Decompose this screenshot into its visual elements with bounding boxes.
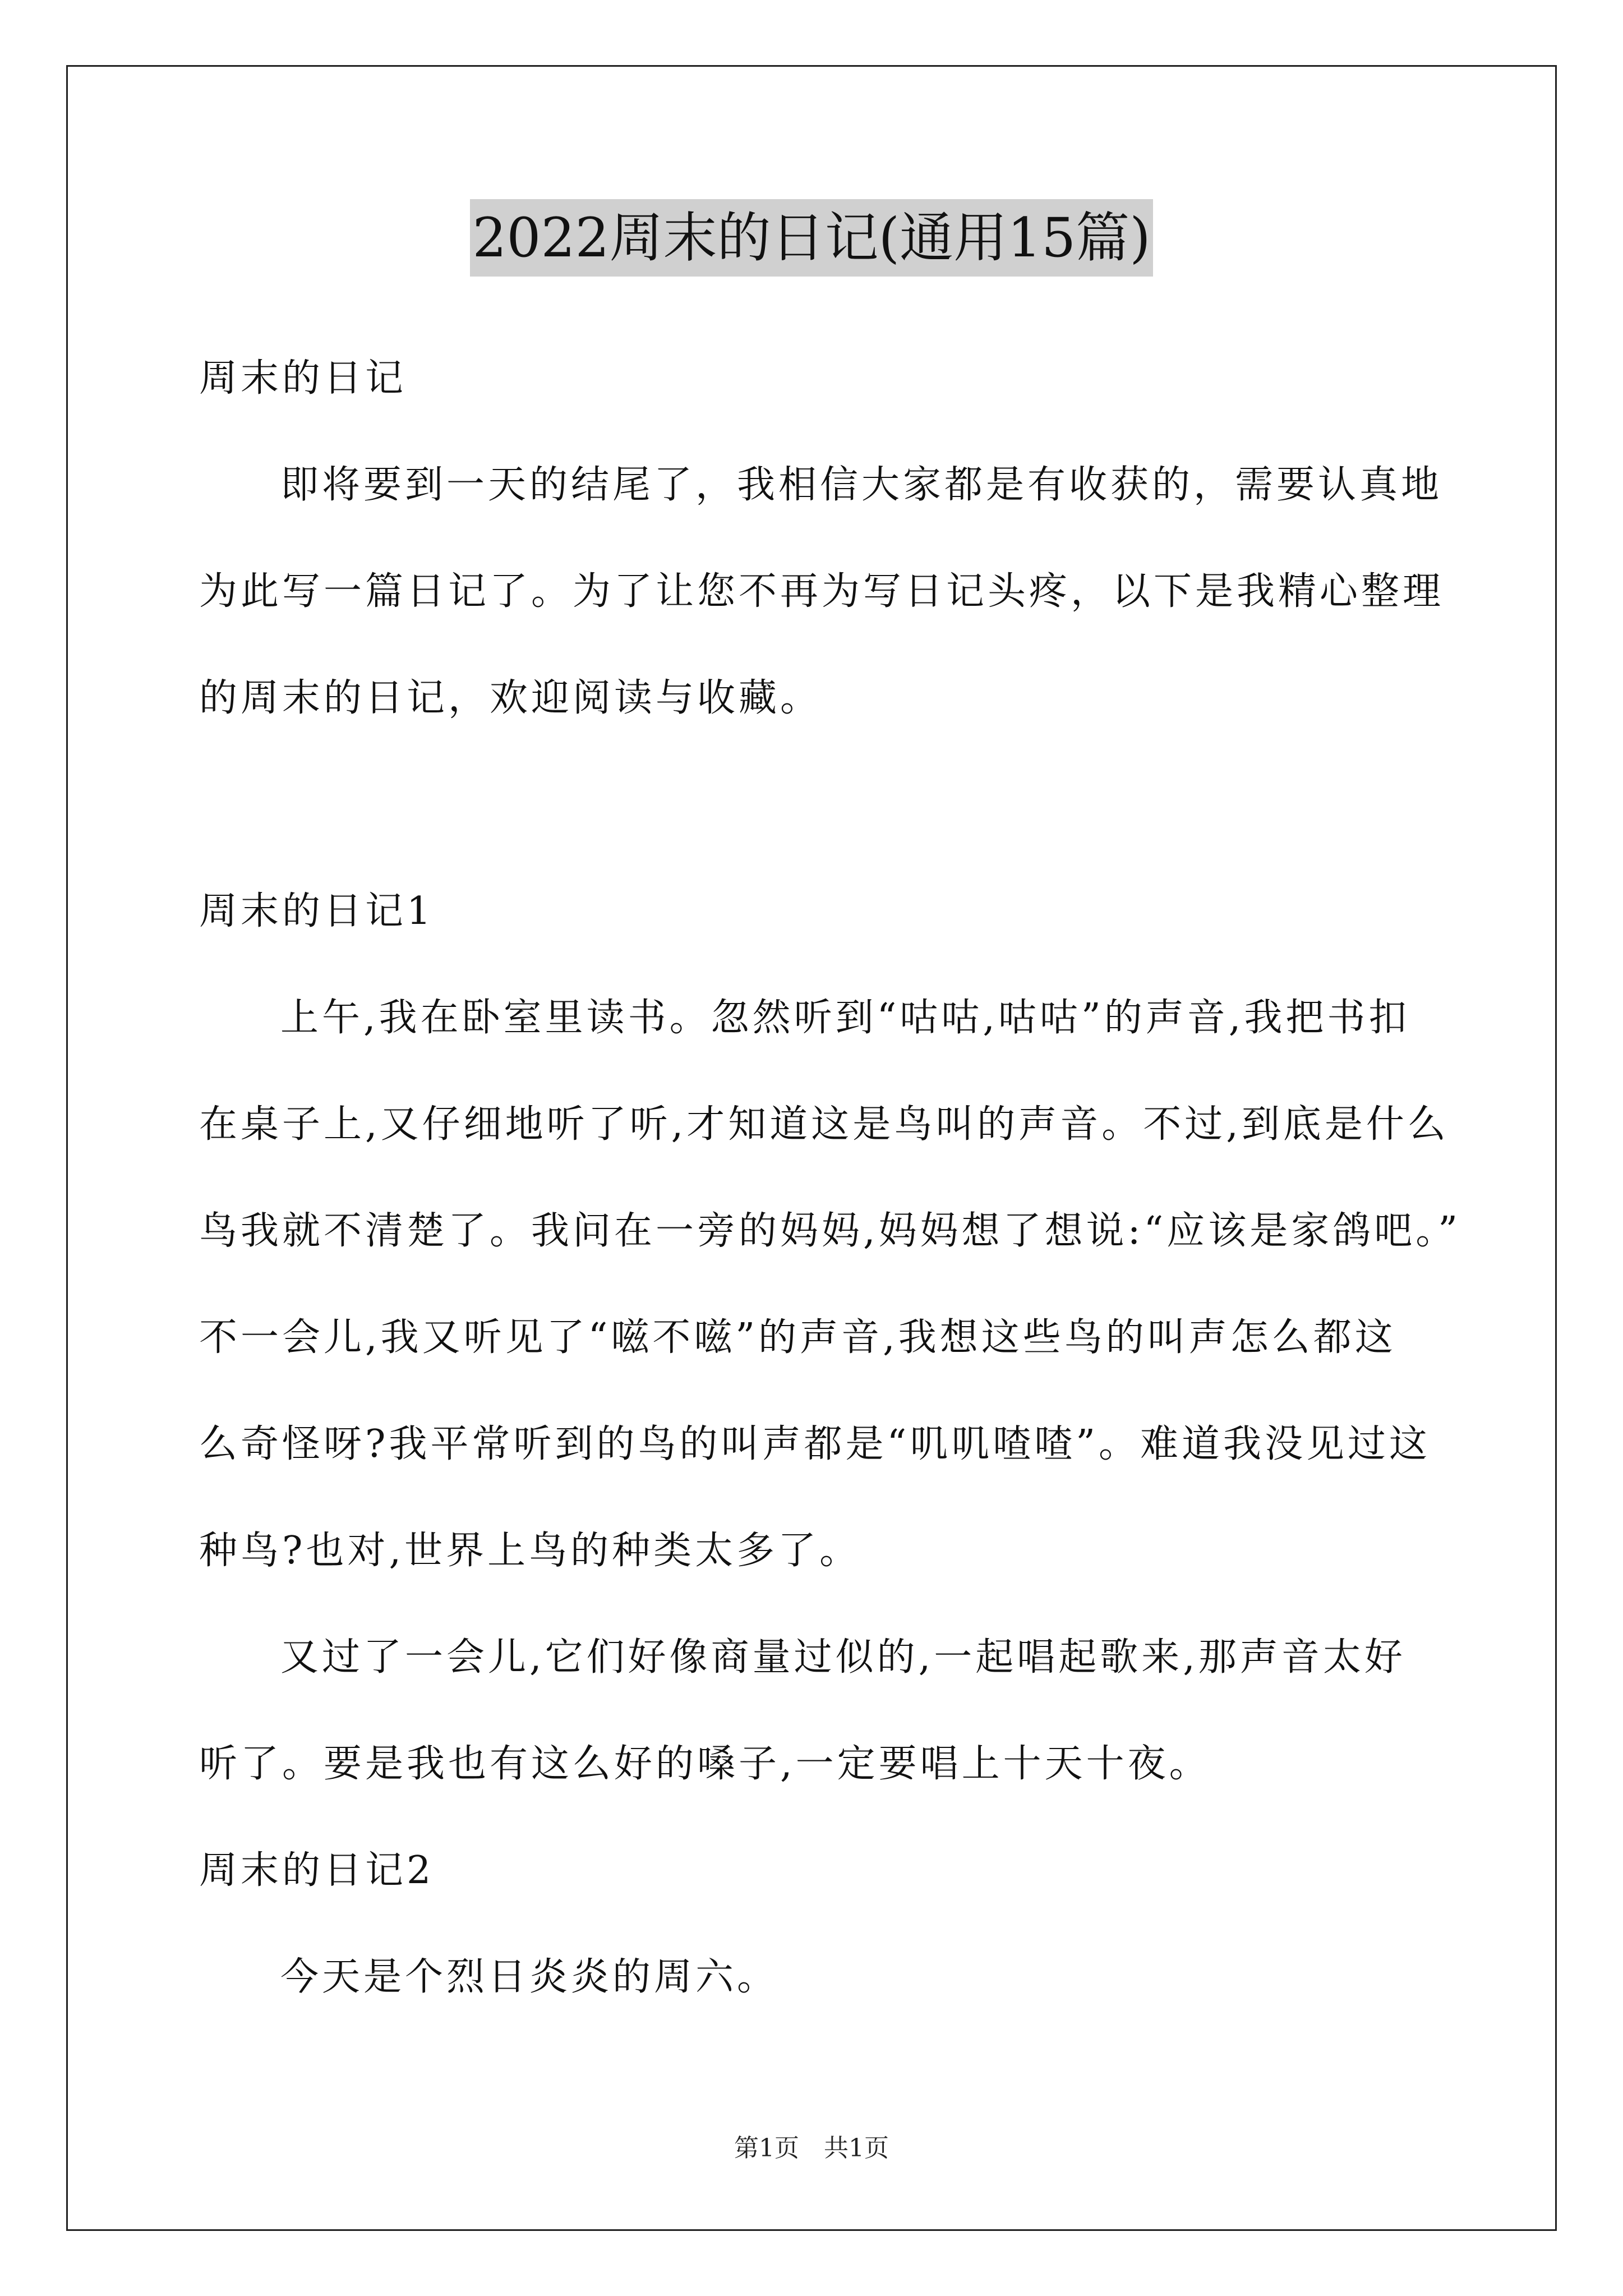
intro-heading: 周末的日记 — [199, 356, 407, 401]
diary2-line: 今天是个烈日炎炎的周六。 — [280, 1955, 779, 1999]
intro-line: 的周末的日记，欢迎阅读与收藏。 — [199, 676, 822, 720]
document-title: 2022周末的日记(通用15篇) — [470, 199, 1152, 277]
diary1-heading: 周末的日记1 — [199, 889, 435, 933]
diary2-heading: 周末的日记2 — [199, 1848, 435, 1893]
diary1-line: 在桌子上,又仔细地听了听,才知道这是鸟叫的声音。不过,到底是什么 — [199, 1102, 1449, 1147]
diary1-line: 不一会儿,我又听见了“嗞不嗞”的声音,我想这些鸟的叫声怎么都这 — [199, 1315, 1396, 1360]
diary1-line: 又过了一会儿,它们好像商量过似的,一起唱起歌来,那声音太好 — [280, 1635, 1406, 1680]
intro-line: 即将要到一天的结尾了，我相信大家都是有收获的，需要认真地 — [280, 463, 1443, 507]
diary1-line: 鸟我就不清楚了。我问在一旁的妈妈,妈妈想了想说:“应该是家鸽吧。” — [199, 1209, 1461, 1253]
diary1-line: 么奇怪呀?我平常听到的鸟的叫声都是“叽叽喳喳”。难道我没见过这 — [199, 1422, 1431, 1466]
intro-line: 为此写一篇日记了。为了让您不再为写日记头疼，以下是我精心整理 — [199, 569, 1445, 614]
diary1-line: 种鸟?也对,世界上鸟的种类太多了。 — [199, 1529, 861, 1573]
title-container — [0, 199, 1623, 277]
diary1-line: 听了。要是我也有这么好的嗓子,一定要唱上十天十夜。 — [199, 1742, 1211, 1786]
diary1-line: 上午,我在卧室里读书。忽然听到“咕咕,咕咕”的声音,我把书扣 — [280, 996, 1410, 1040]
page-footer: 第1页 共1页 — [734, 2134, 889, 2162]
